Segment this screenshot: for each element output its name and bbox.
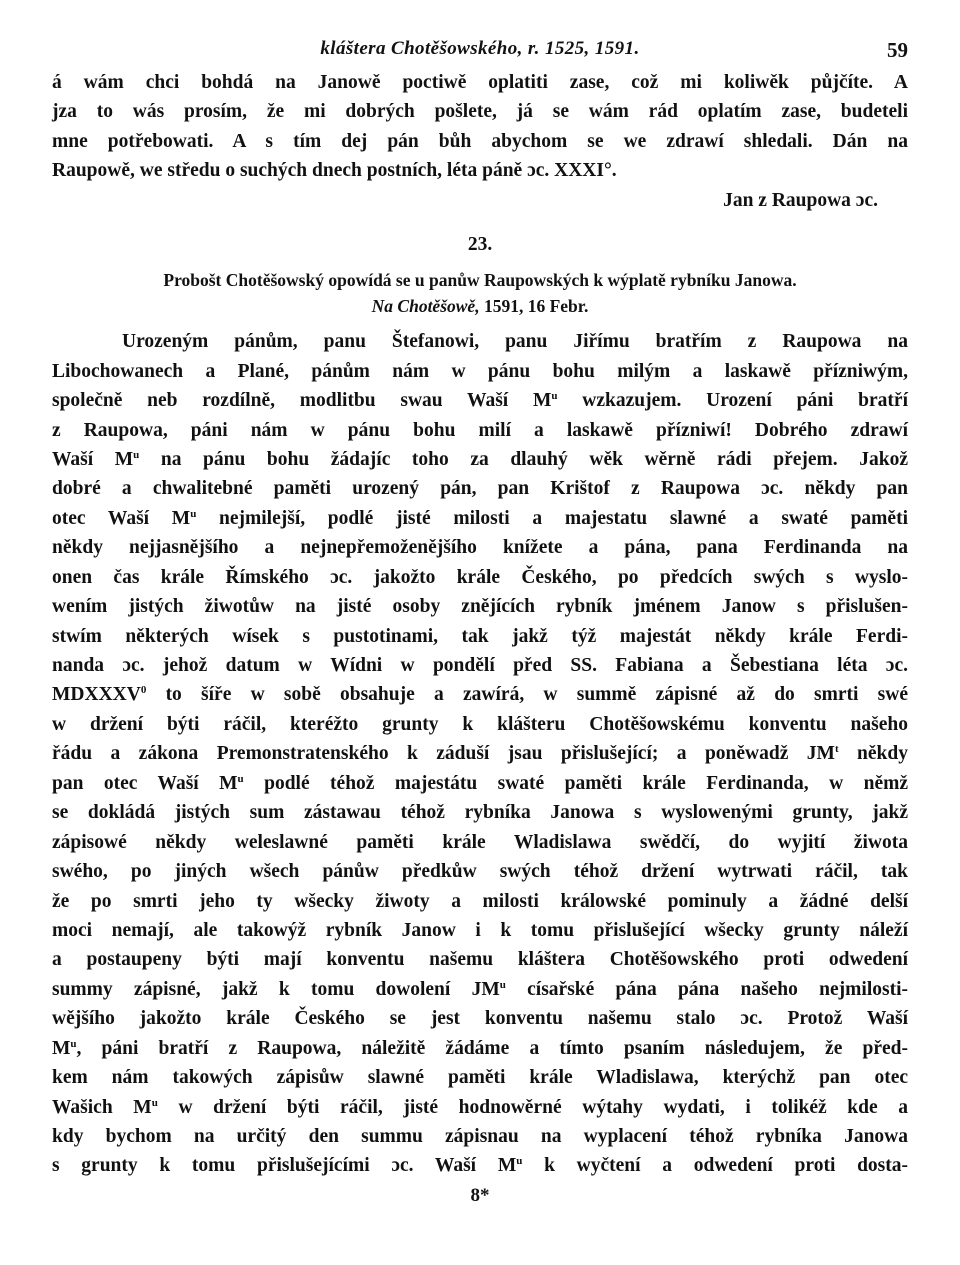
text-line: [52, 916, 908, 945]
superscript: u: [70, 1037, 77, 1050]
text-line: [52, 651, 908, 680]
text-line: [52, 1004, 908, 1033]
superscript: u: [133, 448, 140, 461]
text-line: [52, 857, 908, 886]
section-summary: Probošt Chotěšowský opowídá se u panůw Raupowských k wýplatě rybníku Janowa.: [163, 270, 797, 291]
text-line: [52, 828, 908, 857]
line-text: z Raupowa, páni nám w pánu bohu milí a laskawě přízniwí! Dobrého zdrawí: [52, 419, 908, 441]
text-line: [52, 945, 908, 974]
line-text: Wašich M: [52, 1096, 152, 1118]
line-text: že po smrti jeho ty wšecky žiwoty a milosti králowské pominuly a žádné delší: [52, 890, 908, 912]
text-line: [52, 357, 908, 386]
superscript: u: [499, 978, 506, 991]
page-number: 59: [887, 38, 908, 62]
line-text: k wyčtení a odwedení proti dosta-: [522, 1155, 908, 1177]
superscript: u: [516, 1155, 523, 1168]
text-line: [52, 474, 908, 503]
section-number: 23.: [467, 234, 493, 256]
letter-date: 1591, 16 Febr.: [483, 296, 589, 317]
line-text: někdy: [838, 743, 908, 765]
text-line: [52, 445, 908, 474]
text-line: [52, 416, 908, 445]
text-line: [52, 1122, 908, 1151]
line-text: Waší M: [52, 448, 134, 470]
line-text: wzkazujem. Urození páni bratří: [557, 390, 908, 412]
text-line: [52, 533, 908, 562]
superscript: t: [834, 743, 839, 756]
text-line: [52, 327, 908, 356]
line-text: MDXXXV: [52, 684, 141, 706]
text-line: mne potřebowati. A s tím dej pán bůh abychom se we zdrawí shledali. Dán na: [52, 130, 908, 152]
text-line: jza to wás prosím, že mi dobrých pošlete, já se wám rád oplatím zase, budeteli: [52, 101, 908, 123]
line-text: s grunty k tomu přislušejícími ɔc. Waší M: [52, 1155, 517, 1177]
line-text: wením jistých žiwotůw na jisté osoby znějících rybník jménem Janow s přislušen-: [52, 596, 908, 618]
superscript: u: [551, 390, 558, 403]
running-title: kláštera Chotěšowského, r. 1525, 1591.: [320, 38, 640, 59]
superscript: u: [151, 1096, 158, 1109]
text-line: [52, 769, 908, 798]
letter-22-signature: Jan z Raupowa ɔc.: [723, 189, 878, 211]
line-text: w držení býti ráčil, jisté hodnowěrné wýtahy wydati, i tolikéž kde a: [157, 1096, 908, 1118]
superscript: u: [237, 772, 244, 785]
page-header: [52, 38, 908, 68]
signature-mark: 8*: [470, 1184, 490, 1206]
text-line: [52, 1063, 908, 1092]
page: [52, 38, 908, 1211]
line-text: summy zápisné, jakž k tomu dowolení JM: [52, 978, 500, 1000]
line-text: Libochowanech a Plané, pánům nám w pánu bohu milým a laskawě přízniwým,: [52, 360, 908, 382]
line-text: otec Waší M: [52, 507, 191, 529]
line-text: stwím některých wísek s pustotinami, tak jakž týž majestát někdy krále Ferdi-: [52, 625, 908, 647]
line-text: onen čas krále Římského ɔc. jakožto krále Českého, po předcích swých s wyslo-: [52, 566, 908, 588]
line-text: M: [52, 1037, 71, 1059]
text-line: [52, 592, 908, 621]
text-line: [52, 975, 908, 1004]
line-text: společně neb rozdílně, modlitbu swau Waší M: [52, 390, 552, 412]
line-text: nejmilejší, podlé jisté milosti a majestatu slawné a swaté paměti: [196, 507, 908, 529]
line-text: a postaupeny býti mají konventu našemu kláštera Chotěšowského proti odwedení: [52, 949, 908, 971]
line-text: se dokládá jistých sum zástawau téhož rybníka Janowa s wyslowenými grunty, jakž: [52, 802, 908, 824]
line-text: , páni bratří z Raupowa, náležitě žádáme a tímto psaním následujem, že před-: [76, 1037, 908, 1059]
text-line: [52, 386, 908, 415]
line-text: kem nám takowých zápisůw slawné paměti krále Wladislawa, kterýchž pan otec: [52, 1067, 908, 1089]
line-text: kdy bychom na určitý den summu zápisnau na wyplacení téhož rybníka Janowa: [52, 1126, 908, 1147]
line-text: někdy nejjasnějšího a nejnepřemoženějšího knížete a pána, pana Ferdinanda na: [52, 537, 908, 559]
line-text: dobré a chwalitebné paměti urozený pán, pan Krištof z Raupowa ɔc. někdy pan: [52, 478, 908, 500]
text-line: [52, 1151, 908, 1180]
text-line: [52, 887, 908, 916]
line-text: Urozeným pánům, panu Štefanowi, panu Jiřímu bratřím z Raupowa na: [122, 331, 908, 353]
line-text: to šíře w sobě obsahuje a zawírá, w summě zápisné až do smrti swé: [146, 684, 908, 706]
line-text: swého, po jiných wšech pánůw předkůw swých téhož držení wytrwati ráčil, tak: [52, 861, 908, 883]
superscript: u: [190, 507, 197, 520]
line-text: pan otec Waší M: [52, 772, 238, 794]
place-date: [52, 293, 908, 327]
line-text: nanda ɔc. jehož datum w Wídni w pondělí před SS. Fabiana a Šebestiana léta ɔc.: [52, 655, 908, 676]
line-text: řádu a zákona Premonstratenského k záduší jsau přislušející; a poněwadž JM: [52, 743, 835, 765]
text-line: [52, 563, 908, 592]
line-text: moci nemají, ale takowýž rybník Janow i k tomu přislušející wšecky grunty náleží: [52, 919, 908, 941]
letter-22-tail: [52, 68, 908, 215]
place-name: Na Chotěšowě,: [371, 296, 480, 317]
line-text: na pánu bohu žádajíc toho za dlauhý wěk wěrně rádi přejem. Jakož: [139, 448, 908, 470]
text-line: [52, 504, 908, 533]
text-line: [52, 1034, 908, 1063]
letter-23-body: [52, 327, 908, 1181]
line-text: císařské pána pána našeho nejmilosti-: [505, 978, 908, 1000]
superscript: 0: [140, 684, 147, 697]
text-line: Raupowě, we středu o suchých dnech postních, léta páně ɔc. XXXI°.: [52, 160, 617, 182]
line-text: w držení býti ráčil, kteréžto grunty k klášteru Chotěšowskému konventu našeho: [52, 713, 908, 735]
line-text: podlé téhož majestátu swaté paměti krále Ferdinanda, w němž: [243, 772, 908, 794]
text-line: [52, 739, 908, 768]
line-text: zápisowé někdy weleslawné paměti krále Wladislawa swědčí, do wyjití žiwota: [52, 831, 908, 853]
text-line: [52, 680, 908, 709]
text-line: á wám chci bohdá na Janowě poctiwě oplatiti zase, což mi koliwěk půjčíte. A: [52, 72, 908, 93]
line-text: wějšího jakožto krále Českého se jest konventu našemu stalo ɔc. Protož Waší: [52, 1008, 908, 1030]
text-line: [52, 1093, 908, 1122]
text-line: [52, 798, 908, 827]
text-line: [52, 622, 908, 651]
text-line: [52, 710, 908, 739]
